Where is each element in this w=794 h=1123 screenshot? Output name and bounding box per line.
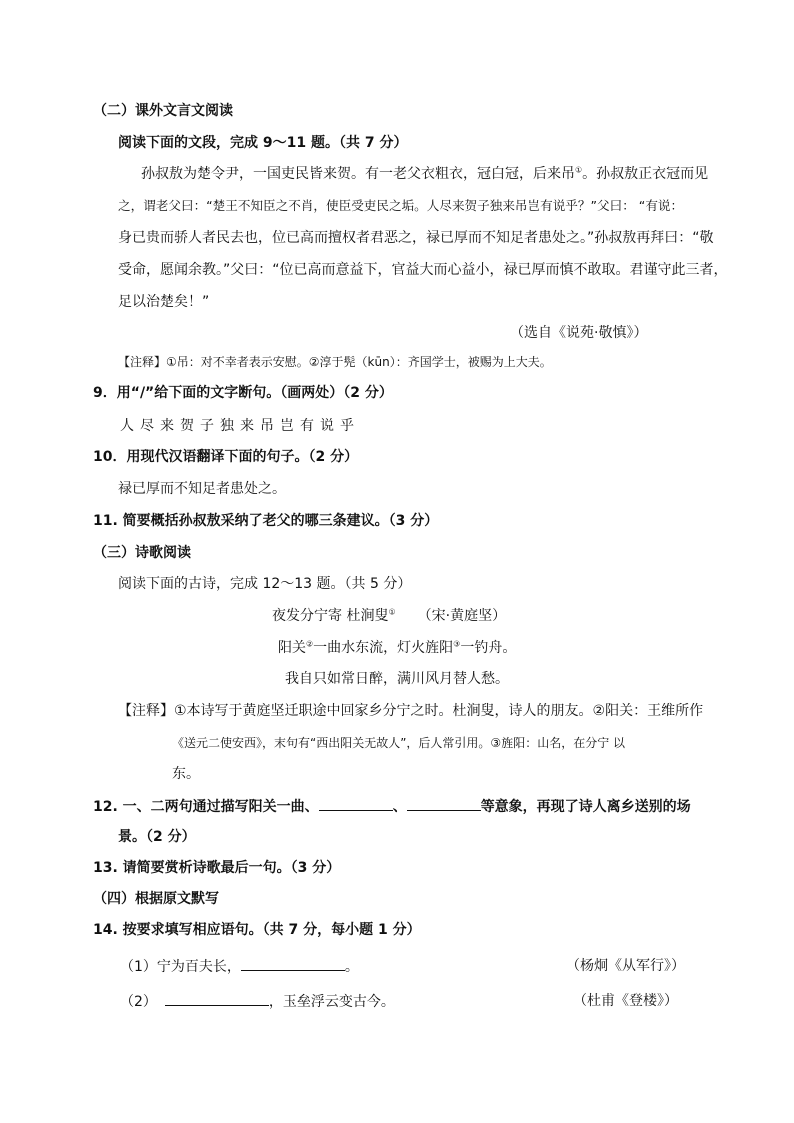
annotation-text: ①本诗写于黄庭坚迁职途中回家乡分宁之时。杜涧叟，诗人的朋友。②阳关：王维所作 <box>174 703 704 719</box>
annotation-label: 【注释】 <box>118 355 167 369</box>
fill-item-2 <box>120 991 395 1012</box>
question-13-stem: 13. 请简要赏析诗歌最后一句。（3 分） <box>93 860 341 876</box>
annotation-2 <box>118 352 552 372</box>
fill-item-number: （1） <box>120 959 157 975</box>
section-heading-4: （四）根据原文默写 <box>93 891 219 907</box>
section-heading-2: （二）课外文言文阅读 <box>93 103 233 119</box>
fill-item-2-source: （杜甫《登楼》） <box>573 993 678 1009</box>
annotation-3-line-2: 《送元二使安西》，末句有“西出阳关无故人”，后人常引用。③旌阳：山名，在分宁 以 <box>172 736 626 750</box>
passage-line-1 <box>141 164 708 184</box>
question-12-prefix: 12. 一、二两句通过描写阳关一曲、 <box>93 799 319 815</box>
question-10-text: 禄已厚而不知足者患处之。 <box>118 481 286 497</box>
question-14-stem: 14. 按要求填写相应语句。（共 7 分，每小题 1 分） <box>93 922 421 938</box>
fill-item-text: 。 <box>344 959 359 975</box>
fill-item-1 <box>120 956 359 977</box>
passage-text: 。孙叔敖正衣冠而见 <box>582 166 709 182</box>
poem-author: （宋·黄庭坚） <box>417 608 507 624</box>
answer-blank[interactable] <box>407 796 481 811</box>
annotation-3-line-1 <box>118 701 703 721</box>
answer-blank[interactable] <box>319 796 393 811</box>
question-10-stem: 10．用现代汉语翻译下面的句子。（2 分） <box>93 449 359 465</box>
fill-item-text: 宁为百夫长， <box>156 959 241 975</box>
poem-title-text: 夜发分宁寄 杜涧叟 <box>272 608 389 624</box>
annotation-text: ①吊：对不幸者表示安慰。②淳于髡（kūn）：齐国学士，被赐为上大夫。 <box>166 355 552 369</box>
answer-blank[interactable] <box>241 956 345 971</box>
question-9-stem: 9．用“/”给下面的文字断句。（画两处）（2 分） <box>93 385 393 401</box>
fill-item-text: ，玉垒浮云变古今。 <box>268 994 395 1010</box>
poem-line-1 <box>278 638 516 658</box>
fill-item-number: （2） <box>120 994 157 1010</box>
question-12-line-2: 景。（2 分） <box>118 829 196 845</box>
passage-text: 孙叔敖为楚令尹，一国吏民皆来贺。有一老父衣粗衣，冠白冠，后来吊 <box>141 166 575 182</box>
question-9-text: 人尽来贺子独来吊岂有说乎 <box>120 418 360 434</box>
answer-blank[interactable] <box>165 991 269 1006</box>
passage-line-4: 受命，愿闻余教。”父曰：“位已高而意益下，官益大而心益小，禄已厚而慎不敢取。君谨守此三者， <box>118 262 728 278</box>
question-12-separator: 、 <box>392 799 407 815</box>
annotation-label: 【注释】 <box>118 703 174 719</box>
question-12-suffix: 等意象，再现了诗人离乡送别的场 <box>480 799 691 815</box>
question-11-stem: 11. 简要概括孙叔敖采纳了老父的哪三条建议。（3 分） <box>93 513 439 529</box>
passage-line-5: 足以治楚矣！” <box>118 294 210 310</box>
passage-line-3: 身已贵而骄人者民去也，位已高而擅权者君恶之，禄已厚而不知足者患处之。”孙叔敖再拜曰：“敬 <box>118 230 714 246</box>
annotation-3-line-3: 东。 <box>172 766 200 782</box>
footnote-marker: ① <box>388 607 396 617</box>
section-instruction-2: 阅读下面的文段，完成 9～11 题。（共 7 分） <box>118 135 408 151</box>
poem-text: 一钓舟。 <box>460 640 517 656</box>
section-instruction-3: 阅读下面的古诗，完成 12～13 题。（共 5 分） <box>118 576 412 592</box>
footnote-marker: ② <box>306 639 314 649</box>
footnote-marker: ① <box>575 165 583 175</box>
section-heading-3: （三）诗歌阅读 <box>93 545 191 561</box>
poem-title <box>272 606 506 626</box>
poem-text: 一曲水东流，灯火旌阳 <box>313 640 454 656</box>
poem-line-2: 我自只如常日醉，满川风月替人愁。 <box>285 671 509 687</box>
passage-line-2: 之，谓老父曰：“楚王不知臣之不肖，使臣受吏民之垢。人尽来贺子独来吊岂有说乎？”父曰： “有说： <box>118 198 684 213</box>
question-12-stem <box>93 796 691 817</box>
fill-item-1-source: （杨炯《从军行》） <box>566 958 685 974</box>
footnote-marker: ③ <box>453 639 461 649</box>
poem-text: 阳关 <box>278 640 306 656</box>
passage-source: （选自《说苑·敬慎》） <box>510 325 648 341</box>
